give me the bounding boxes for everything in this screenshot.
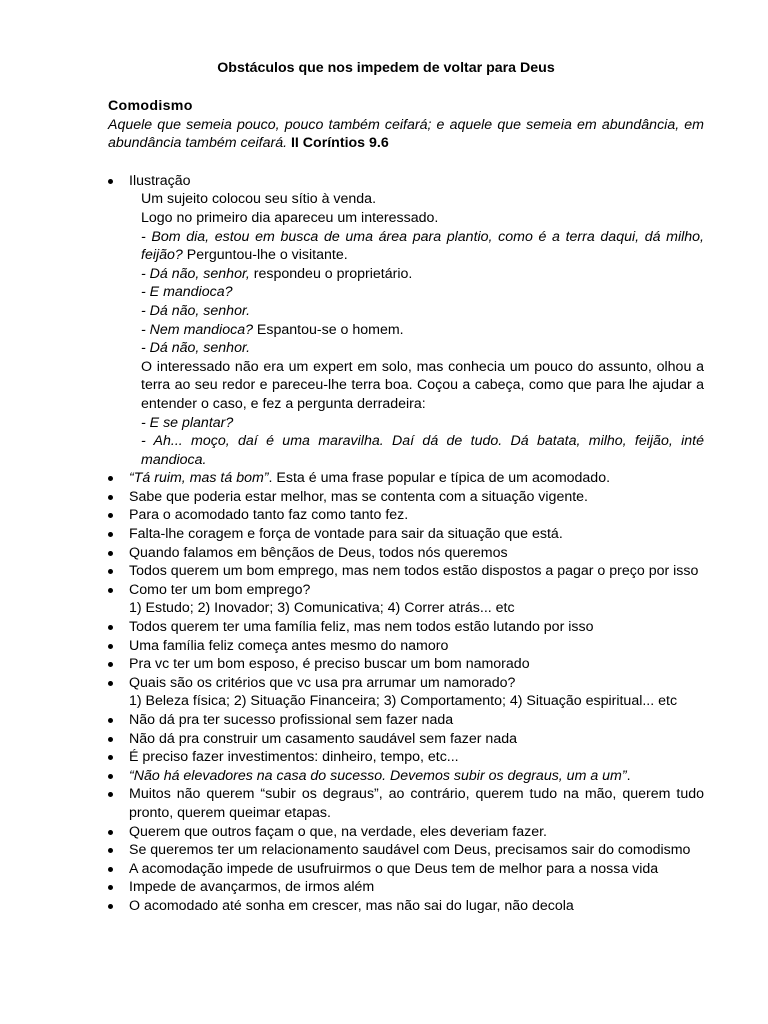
bullet-text: Uma família feliz começa antes mesmo do namoro (129, 637, 449, 654)
bullet-item (108, 674, 704, 711)
bullet-illustration (108, 172, 704, 470)
story-line (141, 414, 704, 433)
story-line (141, 358, 704, 414)
bullet-text: Pra vc ter um bom esposo, é preciso buscar um bom namorado (129, 656, 530, 673)
bullet-item (108, 581, 704, 618)
bullet-item (108, 525, 704, 544)
story-line-italic: - E mandioca? (141, 284, 233, 301)
bullet-text: Para o acomodado tanto faz como tanto fez. (129, 507, 409, 524)
illustration-label: Ilustração (129, 172, 191, 189)
story-line-text: Um sujeito colocou seu sítio à venda. (141, 191, 377, 208)
document-title: Obstáculos que nos impedem de voltar para Deus (217, 60, 555, 76)
section-title: Comodismo (108, 98, 193, 114)
bullet-item (108, 711, 704, 730)
bullet-item (108, 544, 704, 563)
bullet-item (108, 506, 704, 525)
story-line (141, 265, 704, 284)
story-line (141, 321, 704, 340)
bullet-subtext: 1) Beleza física; 2) Situação Financeira; 3) Comportamento; 4) Situação espiritual... etc (129, 693, 678, 710)
bullet-text: Querem que outros façam o que, na verdade, eles deveriam fazer. (129, 823, 547, 840)
story-line (141, 209, 704, 228)
bullet-item (108, 823, 704, 842)
story-line-text: Logo no primeiro dia apareceu um interessado. (141, 209, 439, 226)
story-line-text: Espantou-se o homem. (252, 321, 404, 338)
story-line-text: O interessado não era um expert em solo, mas conhecia um pouco do assunto, olhou a terra ao seu redor e pareceu-lhe terra boa. Coçou a cabeça, como que para lhe ajudar a entender o caso, e fez a pergunta derradeira: (141, 358, 704, 412)
story-line-text: Perguntou-lhe o visitante. (182, 247, 348, 264)
bullet-text: A acomodação impede de usufruirmos o que Deus tem de melhor para a nossa vida (129, 860, 659, 877)
story-line-italic: - Dá não, senhor. (141, 340, 251, 357)
story-line-text: respondeu o proprietário. (249, 265, 413, 282)
bullet-list-main (108, 469, 704, 915)
bullet-text: É preciso fazer investimentos: dinheiro, tempo, etc... (129, 749, 459, 766)
intro-quote: Aquele que semeia pouco, pouco também ceifará; e aquele que semeia em abundância, em abundância também ceifará. (108, 116, 704, 152)
bullet-item (108, 655, 704, 674)
bullet-text: Impede de avançarmos, de irmos além (129, 879, 375, 896)
story-line (141, 228, 704, 265)
bullet-item (108, 637, 704, 656)
bullet-text: Não dá pra ter sucesso profissional sem fazer nada (129, 712, 454, 728)
intro-reference: II Coríntios 9.6 (290, 135, 389, 152)
bullet-text: Sabe que poderia estar melhor, mas se contenta com a situação vigente. (129, 488, 589, 505)
bullet-item (108, 878, 704, 897)
bullet-text: Como ter um bom emprego? (129, 581, 311, 598)
bullet-text: . Esta é uma frase popular e típica de um acomodado. (268, 470, 611, 487)
bullet-text: . (626, 767, 631, 784)
bullet-item (108, 897, 704, 916)
intro-paragraph (108, 116, 704, 153)
bullet-item (108, 785, 704, 822)
bullet-item (108, 860, 704, 879)
bullet-item (108, 730, 704, 749)
bullet-text: Não dá pra construir um casamento saudável sem fazer nada (129, 730, 517, 747)
bullet-text: O acomodado até sonha em crescer, mas não sai do lugar, não decola (129, 897, 574, 914)
bullet-text: Todos querem ter uma família feliz, mas nem todos estão lutando por isso (129, 619, 594, 636)
bullet-item (108, 767, 704, 786)
bullet-text: Muitos não querem “subir os degraus”, ao contrário, querem tudo na mão, querem tudo pronto, querem queimar etapas. (129, 786, 704, 821)
bullet-text: Quais são os critérios que vc usa pra arrumar um namorado? (129, 674, 516, 691)
illustration-story (129, 190, 704, 469)
bullet-item (108, 469, 704, 488)
bullet-item (108, 562, 704, 581)
bullet-text: Falta-lhe coragem e força de vontade para sair da situação que está. (129, 526, 563, 543)
story-line-italic: - E se plantar? (141, 414, 234, 431)
bullet-item (108, 841, 704, 860)
story-line (141, 190, 704, 209)
bullet-item (108, 488, 704, 507)
bullet-text: Todos querem um bom emprego, mas nem todos estão dispostos a pagar o preço por isso (129, 563, 699, 580)
bullet-item (108, 748, 704, 767)
story-line (141, 302, 704, 321)
story-line-italic: - Ah... moço, daí é uma maravilha. Daí dá de tudo. Dá batata, milho, feijão, inté mandioca. (141, 433, 704, 468)
story-line (141, 432, 704, 469)
story-line-italic: - Nem mandioca? (141, 321, 253, 338)
story-line-italic: - Bom dia, estou em busca de uma área para plantio, como é a terra daqui, dá milho, feijão? (141, 228, 704, 264)
bullet-item (108, 618, 704, 637)
bullet-quote: “Não há elevadores na casa do sucesso. Devemos subir os degraus, um a um” (129, 767, 627, 784)
story-line (141, 283, 704, 302)
bullet-list (108, 172, 704, 470)
bullet-text: Quando falamos em bênçãos de Deus, todos nós queremos (129, 544, 508, 561)
story-line-italic: - Dá não, senhor. (141, 302, 251, 319)
story-line-italic: - Dá não, senhor, (141, 265, 250, 282)
story-line (141, 339, 704, 358)
bullet-quote: “Tá ruim, mas tá bom” (129, 470, 269, 487)
bullet-text: Se queremos ter um relacionamento saudável com Deus, precisamos sair do comodismo (129, 842, 691, 859)
bullet-subtext: 1) Estudo; 2) Inovador; 3) Comunicativa; 4) Correr atrás... etc (129, 600, 515, 617)
